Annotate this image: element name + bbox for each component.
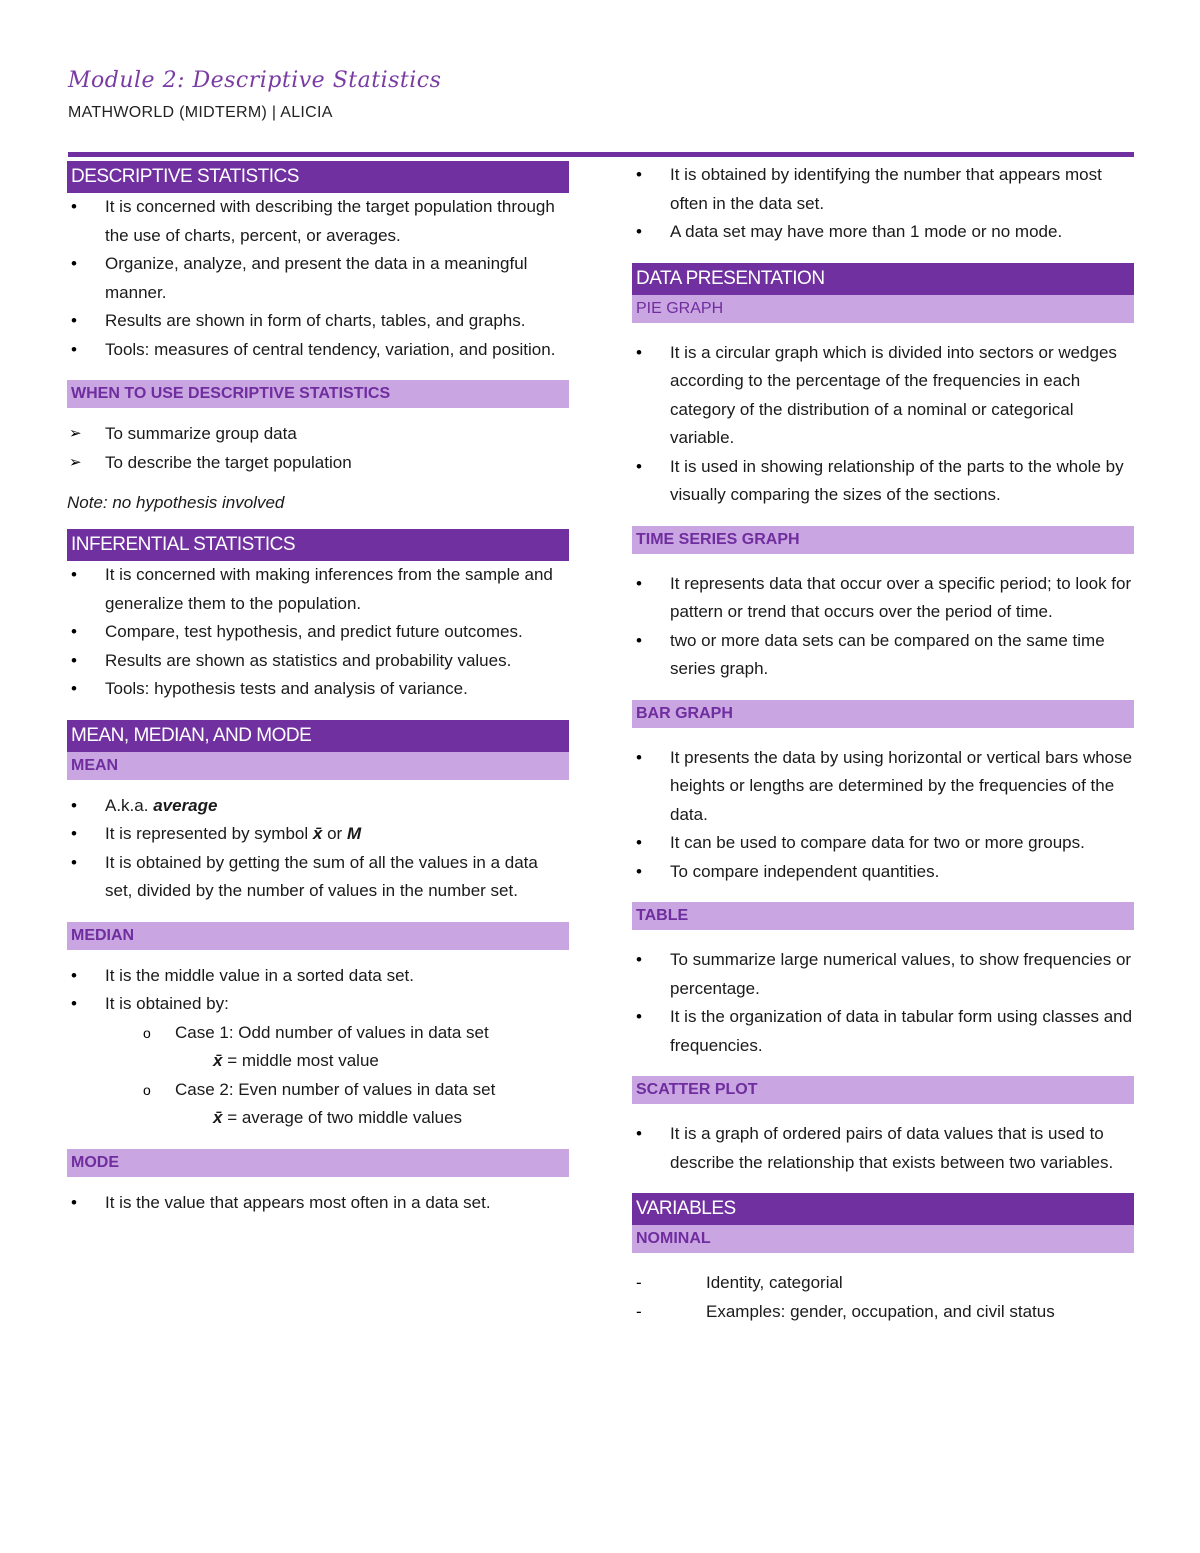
inferential-list: [67, 561, 569, 704]
table-list: [632, 946, 1134, 1060]
heading-scatter-plot: SCATTER PLOT: [632, 1076, 1134, 1104]
heading-data-presentation: DATA PRESENTATION: [632, 263, 1134, 295]
scatter-list: [632, 1120, 1134, 1177]
heading-descriptive-statistics: DESCRIPTIVE STATISTICS: [67, 161, 569, 193]
heading-mode: MODE: [67, 1149, 569, 1177]
pie-list: [632, 339, 1134, 510]
list-item: • It is obtained by identifying the number that appears most often in the data set.: [632, 161, 1134, 218]
xbar-symbol: x̄: [213, 1051, 223, 1070]
list-item: o Case 1: Odd number of values in data set: [67, 1019, 569, 1048]
heading-variables: VARIABLES: [632, 1193, 1134, 1225]
heading-nominal: NOMINAL: [632, 1225, 1134, 1253]
list-item: - Examples: gender, occupation, and civil status: [632, 1298, 1134, 1327]
list-item: • It is the organization of data in tabular form using classes and frequencies.: [632, 1003, 1134, 1060]
list-item: - Identity, categorial: [632, 1269, 1134, 1298]
note-text: Note: no hypothesis involved: [67, 493, 285, 512]
heading-when-to-use: WHEN TO USE DESCRIPTIVE STATISTICS: [67, 380, 569, 408]
descriptive-list: [67, 193, 569, 364]
list-item: • Organize, analyze, and present the data in a meaningful manner.: [67, 250, 569, 307]
formula-text: = middle most value: [222, 1051, 379, 1070]
formula-text: = average of two middle values: [222, 1108, 463, 1127]
median-list: [67, 962, 569, 1048]
list-item: • two or more data sets can be compared on the same time series graph.: [632, 627, 1134, 684]
list-item: • It is concerned with describing the target population through the use of charts, percent, or averages.: [67, 193, 569, 250]
list-item: • Results are shown as statistics and probability values.: [67, 647, 569, 676]
case2-formula: [67, 1104, 569, 1133]
list-item: • Tools: hypothesis tests and analysis of variance.: [67, 675, 569, 704]
symbol-prefix: It is represented by symbol: [105, 824, 309, 843]
aka-prefix: A.k.a.: [105, 795, 149, 815]
list-item: [67, 792, 569, 821]
list-item: o Case 2: Even number of values in data set: [67, 1076, 569, 1105]
symbol-or: or: [327, 824, 343, 843]
mode-list: [67, 1189, 569, 1218]
median-list-2: [67, 1076, 569, 1105]
heading-mean: MEAN: [67, 752, 569, 780]
mode-continued-list: [632, 161, 1134, 247]
aka-word: average: [153, 795, 218, 815]
heading-median: MEDIAN: [67, 922, 569, 950]
list-item: • It presents the data by using horizontal or vertical bars whose heights or lengths are determined by the frequencies of the data.: [632, 744, 1134, 830]
list-item: • It is obtained by getting the sum of all the values in a data set, divided by the number of values in the number set.: [67, 849, 569, 906]
mean-list: [67, 792, 569, 906]
heading-pie-graph: PIE GRAPH: [632, 295, 1134, 323]
nominal-list: [632, 1269, 1134, 1326]
top-divider: [68, 152, 1134, 157]
page-title: Module 2: Descriptive Statistics: [68, 68, 442, 93]
list-item: [67, 820, 569, 849]
heading-bar-graph: BAR GRAPH: [632, 700, 1134, 728]
list-item: • It is a circular graph which is divided into sectors or wedges according to the percentage of the frequencies in each category of the distribution of a nominal or categorical variable.: [632, 339, 1134, 453]
list-item: • To summarize large numerical values, to show frequencies or percentage.: [632, 946, 1134, 1003]
list-item: • It can be used to compare data for two or more groups.: [632, 829, 1134, 858]
heading-mean-median-mode: MEAN, MEDIAN, AND MODE: [67, 720, 569, 752]
heading-inferential-statistics: INFERENTIAL STATISTICS: [67, 529, 569, 561]
left-column: [67, 161, 569, 1217]
list-item: • It is used in showing relationship of the parts to the whole by visually comparing the sizes of the sections.: [632, 453, 1134, 510]
list-item: • Results are shown in form of charts, tables, and graphs.: [67, 307, 569, 336]
page-subtitle: MATHWORLD (MIDTERM) | ALICIA: [68, 104, 333, 121]
heading-time-series-graph: TIME SERIES GRAPH: [632, 526, 1134, 554]
list-item: • It is concerned with making inferences from the sample and generalize them to the population.: [67, 561, 569, 618]
bar-list: [632, 744, 1134, 887]
list-item: • It is the value that appears most often in a data set.: [67, 1189, 569, 1218]
right-column: [632, 161, 1134, 1326]
list-item: • Tools: measures of central tendency, variation, and position.: [67, 336, 569, 365]
when-to-use-list: [67, 420, 569, 477]
list-item: ➢ To describe the target population: [67, 449, 569, 478]
list-item: • It is obtained by:: [67, 990, 569, 1019]
list-item: • Compare, test hypothesis, and predict future outcomes.: [67, 618, 569, 647]
list-item: • It represents data that occur over a specific period; to look for pattern or trend that occurs over the period of time.: [632, 570, 1134, 627]
list-item: • It is the middle value in a sorted data set.: [67, 962, 569, 991]
xbar-symbol: x̄: [312, 824, 323, 843]
heading-table: TABLE: [632, 902, 1134, 930]
case1-formula: [67, 1047, 569, 1076]
time-list: [632, 570, 1134, 684]
list-item: • It is a graph of ordered pairs of data values that is used to describe the relationship that exists between two variables.: [632, 1120, 1134, 1177]
m-symbol: M: [346, 824, 362, 843]
xbar-symbol: x̄: [213, 1108, 223, 1127]
list-item: • A data set may have more than 1 mode or no mode.: [632, 218, 1134, 247]
list-item: ➢ To summarize group data: [67, 420, 569, 449]
list-item: • To compare independent quantities.: [632, 858, 1134, 887]
